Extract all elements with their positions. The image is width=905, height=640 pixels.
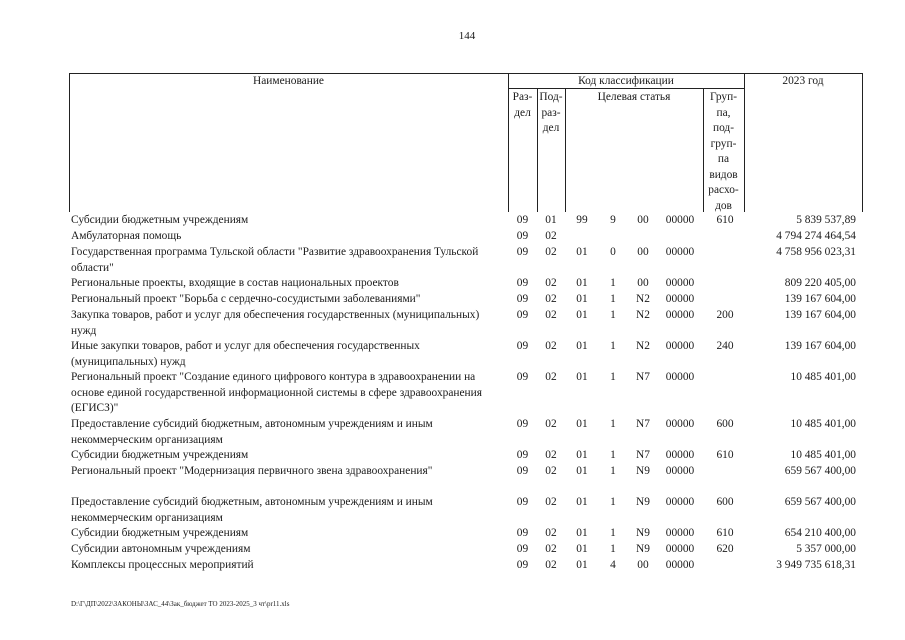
row-cs1: 01: [576, 449, 588, 461]
row-cs4: 00000: [665, 496, 695, 508]
row-cs2: 4: [610, 559, 616, 571]
row-name: Субсидии бюджетным учреждениям: [71, 527, 249, 539]
row-cs2: 1: [610, 277, 616, 289]
row-cs1: 01: [576, 309, 588, 321]
row-cs4: 00000: [665, 543, 695, 555]
row-cs4: 00000: [665, 371, 695, 383]
row-name: Субсидии бюджетным учреждениям: [71, 214, 249, 226]
row-name: Региональные проекты, входящие в состав национальных проектов: [71, 277, 399, 289]
row-razdel: 09: [516, 230, 529, 242]
header-podrazdel: Под- раз- дел: [539, 91, 563, 134]
header-target-article: Целевая статья: [597, 91, 671, 103]
row-cs1: 01: [576, 371, 588, 383]
row-cs4: 00000: [665, 246, 695, 258]
row-amount: 4 794 274 464,54: [776, 230, 856, 242]
row-cs4: 00000: [665, 559, 695, 571]
row-cs3: N9: [636, 465, 650, 477]
row-cs2: 0: [610, 246, 616, 258]
row-cs2: 1: [610, 309, 616, 321]
row-cs2: 1: [610, 340, 616, 352]
row-cs2: 1: [610, 496, 616, 508]
row-cs1: 01: [576, 293, 588, 305]
header-razdel: Раз- дел: [512, 91, 533, 119]
row-cs1: 01: [576, 418, 588, 430]
row-cs3: N2: [636, 293, 650, 305]
row-podrazdel: 02: [545, 371, 557, 383]
row-amount: 809 220 405,00: [784, 277, 856, 289]
header-classification: Код классификации: [578, 75, 674, 87]
page-number: 144: [458, 30, 476, 42]
row-cs3: N9: [636, 527, 650, 539]
row-cs3: N2: [636, 340, 650, 352]
row-cs3: 00: [637, 277, 649, 289]
row-vr: 240: [716, 340, 734, 352]
row-amount: 139 167 604,00: [784, 340, 856, 352]
row-podrazdel: 02: [545, 465, 557, 477]
row-podrazdel: 02: [545, 309, 557, 321]
row-cs3: 00: [637, 214, 649, 226]
row-amount: 5 839 537,89: [796, 214, 856, 226]
row-name: Региональный проект "Борьба с сердечно-сосудистыми заболеваниями": [71, 293, 421, 305]
row-podrazdel: 02: [545, 277, 557, 289]
row-cs3: N9: [636, 543, 650, 555]
row-razdel: 09: [516, 496, 529, 508]
row-amount: 659 567 400,00: [784, 465, 856, 477]
row-razdel: 09: [516, 371, 529, 383]
row-cs2: 9: [610, 214, 616, 226]
row-cs2: 1: [610, 449, 616, 461]
row-name: Субсидии бюджетным учреждениям: [71, 449, 249, 461]
row-cs4: 00000: [665, 465, 695, 477]
row-razdel: 09: [516, 527, 529, 539]
row-cs3: N7: [636, 371, 650, 383]
row-cs4: 00000: [665, 309, 695, 321]
row-cs2: 1: [610, 465, 616, 477]
row-podrazdel: 02: [545, 246, 557, 258]
row-podrazdel: 02: [545, 527, 557, 539]
row-amount: 4 758 956 023,31: [776, 246, 856, 258]
row-cs3: N7: [636, 449, 650, 461]
row-name: Региональный проект "Модернизация первичного звена здравоохранения": [71, 465, 433, 477]
row-cs3: 00: [637, 246, 649, 258]
row-razdel: 09: [516, 449, 529, 461]
header-group: Груп- па, под- груп- па видов расхо- дов: [708, 91, 739, 212]
row-cs1: 99: [576, 214, 588, 226]
row-razdel: 09: [516, 214, 529, 226]
row-amount: 10 485 401,00: [790, 371, 856, 383]
row-cs1: 01: [576, 465, 588, 477]
row-amount: 139 167 604,00: [784, 293, 856, 305]
row-cs4: 00000: [665, 214, 695, 226]
row-razdel: 09: [516, 418, 529, 430]
row-cs1: 01: [576, 559, 588, 571]
row-amount: 139 167 604,00: [784, 309, 856, 321]
row-amount: 654 210 400,00: [784, 527, 856, 539]
row-podrazdel: 02: [545, 340, 557, 352]
row-razdel: 09: [516, 559, 529, 571]
row-razdel: 09: [516, 246, 529, 258]
header-name: Наименование: [253, 75, 324, 87]
row-cs2: 1: [610, 543, 616, 555]
row-name: Закупка товаров, работ и услуг для обеспечения государственных (муниципальных) нужд: [71, 309, 480, 337]
row-cs2: 1: [610, 371, 616, 383]
row-name: Региональный проект "Создание единого цифрового контура в здравоохранении на основе единой государственной информационной системы в сфере здравоохранения (ЕГИСЗ)": [71, 371, 482, 414]
row-cs4: 00000: [665, 293, 695, 305]
row-cs1: 01: [576, 543, 588, 555]
row-name: Предоставление субсидий бюджетным, автономным учреждениям и иным некоммерческим организациям: [71, 496, 433, 524]
row-cs1: 01: [576, 246, 588, 258]
row-name: Амбулаторная помощь: [71, 230, 182, 242]
row-vr: 610: [716, 449, 734, 461]
row-podrazdel: 01: [545, 214, 557, 226]
row-cs3: N9: [636, 496, 650, 508]
row-podrazdel: 02: [545, 293, 557, 305]
row-razdel: 09: [516, 309, 529, 321]
row-name: Иные закупки товаров, работ и услуг для обеспечения государственных (муниципальных) нужд: [71, 340, 420, 368]
row-cs3: N7: [636, 418, 650, 430]
row-razdel: 09: [516, 293, 529, 305]
row-cs4: 00000: [665, 449, 695, 461]
row-podrazdel: 02: [545, 230, 557, 242]
row-cs1: 01: [576, 527, 588, 539]
row-cs2: 1: [610, 293, 616, 305]
file-path-footer: D:\Г\ДП\2022\ЗАКОНЫ\ЗАС_44\Зак_бюджет ТО 2023-2025_3 чт\pr11.xls: [71, 600, 290, 608]
row-amount: 3 949 735 618,31: [776, 559, 856, 571]
row-podrazdel: 02: [545, 449, 557, 461]
row-vr: 200: [716, 309, 734, 321]
row-vr: 600: [716, 418, 734, 430]
row-name: Субсидии автономным учреждениям: [71, 543, 251, 555]
row-name: Государственная программа Тульской области "Развитие здравоохранения Тульской области": [71, 246, 479, 274]
row-cs3: N2: [636, 309, 650, 321]
row-razdel: 09: [516, 543, 529, 555]
row-cs1: 01: [576, 277, 588, 289]
row-name: Предоставление субсидий бюджетным, автономным учреждениям и иным некоммерческим организациям: [71, 418, 433, 446]
row-vr: 610: [716, 214, 734, 226]
row-amount: 10 485 401,00: [790, 449, 856, 461]
row-podrazdel: 02: [545, 543, 557, 555]
row-name: Комплексы процессных мероприятий: [71, 559, 254, 571]
header-year: 2023 год: [782, 75, 824, 87]
row-cs1: 01: [576, 496, 588, 508]
row-cs4: 00000: [665, 418, 695, 430]
row-amount: 10 485 401,00: [790, 418, 856, 430]
row-cs2: 1: [610, 527, 616, 539]
row-vr: 610: [716, 527, 734, 539]
row-podrazdel: 02: [545, 496, 557, 508]
row-cs1: 01: [576, 340, 588, 352]
row-cs4: 00000: [665, 277, 695, 289]
row-podrazdel: 02: [545, 418, 557, 430]
row-amount: 659 567 400,00: [784, 496, 856, 508]
row-cs3: 00: [637, 559, 649, 571]
row-razdel: 09: [516, 277, 529, 289]
row-cs4: 00000: [665, 340, 695, 352]
row-razdel: 09: [516, 465, 529, 477]
row-vr: 600: [716, 496, 734, 508]
row-cs2: 1: [610, 418, 616, 430]
row-vr: 620: [716, 543, 734, 555]
row-amount: 5 357 000,00: [796, 543, 856, 555]
row-cs4: 00000: [665, 527, 695, 539]
row-razdel: 09: [516, 340, 529, 352]
row-podrazdel: 02: [545, 559, 557, 571]
